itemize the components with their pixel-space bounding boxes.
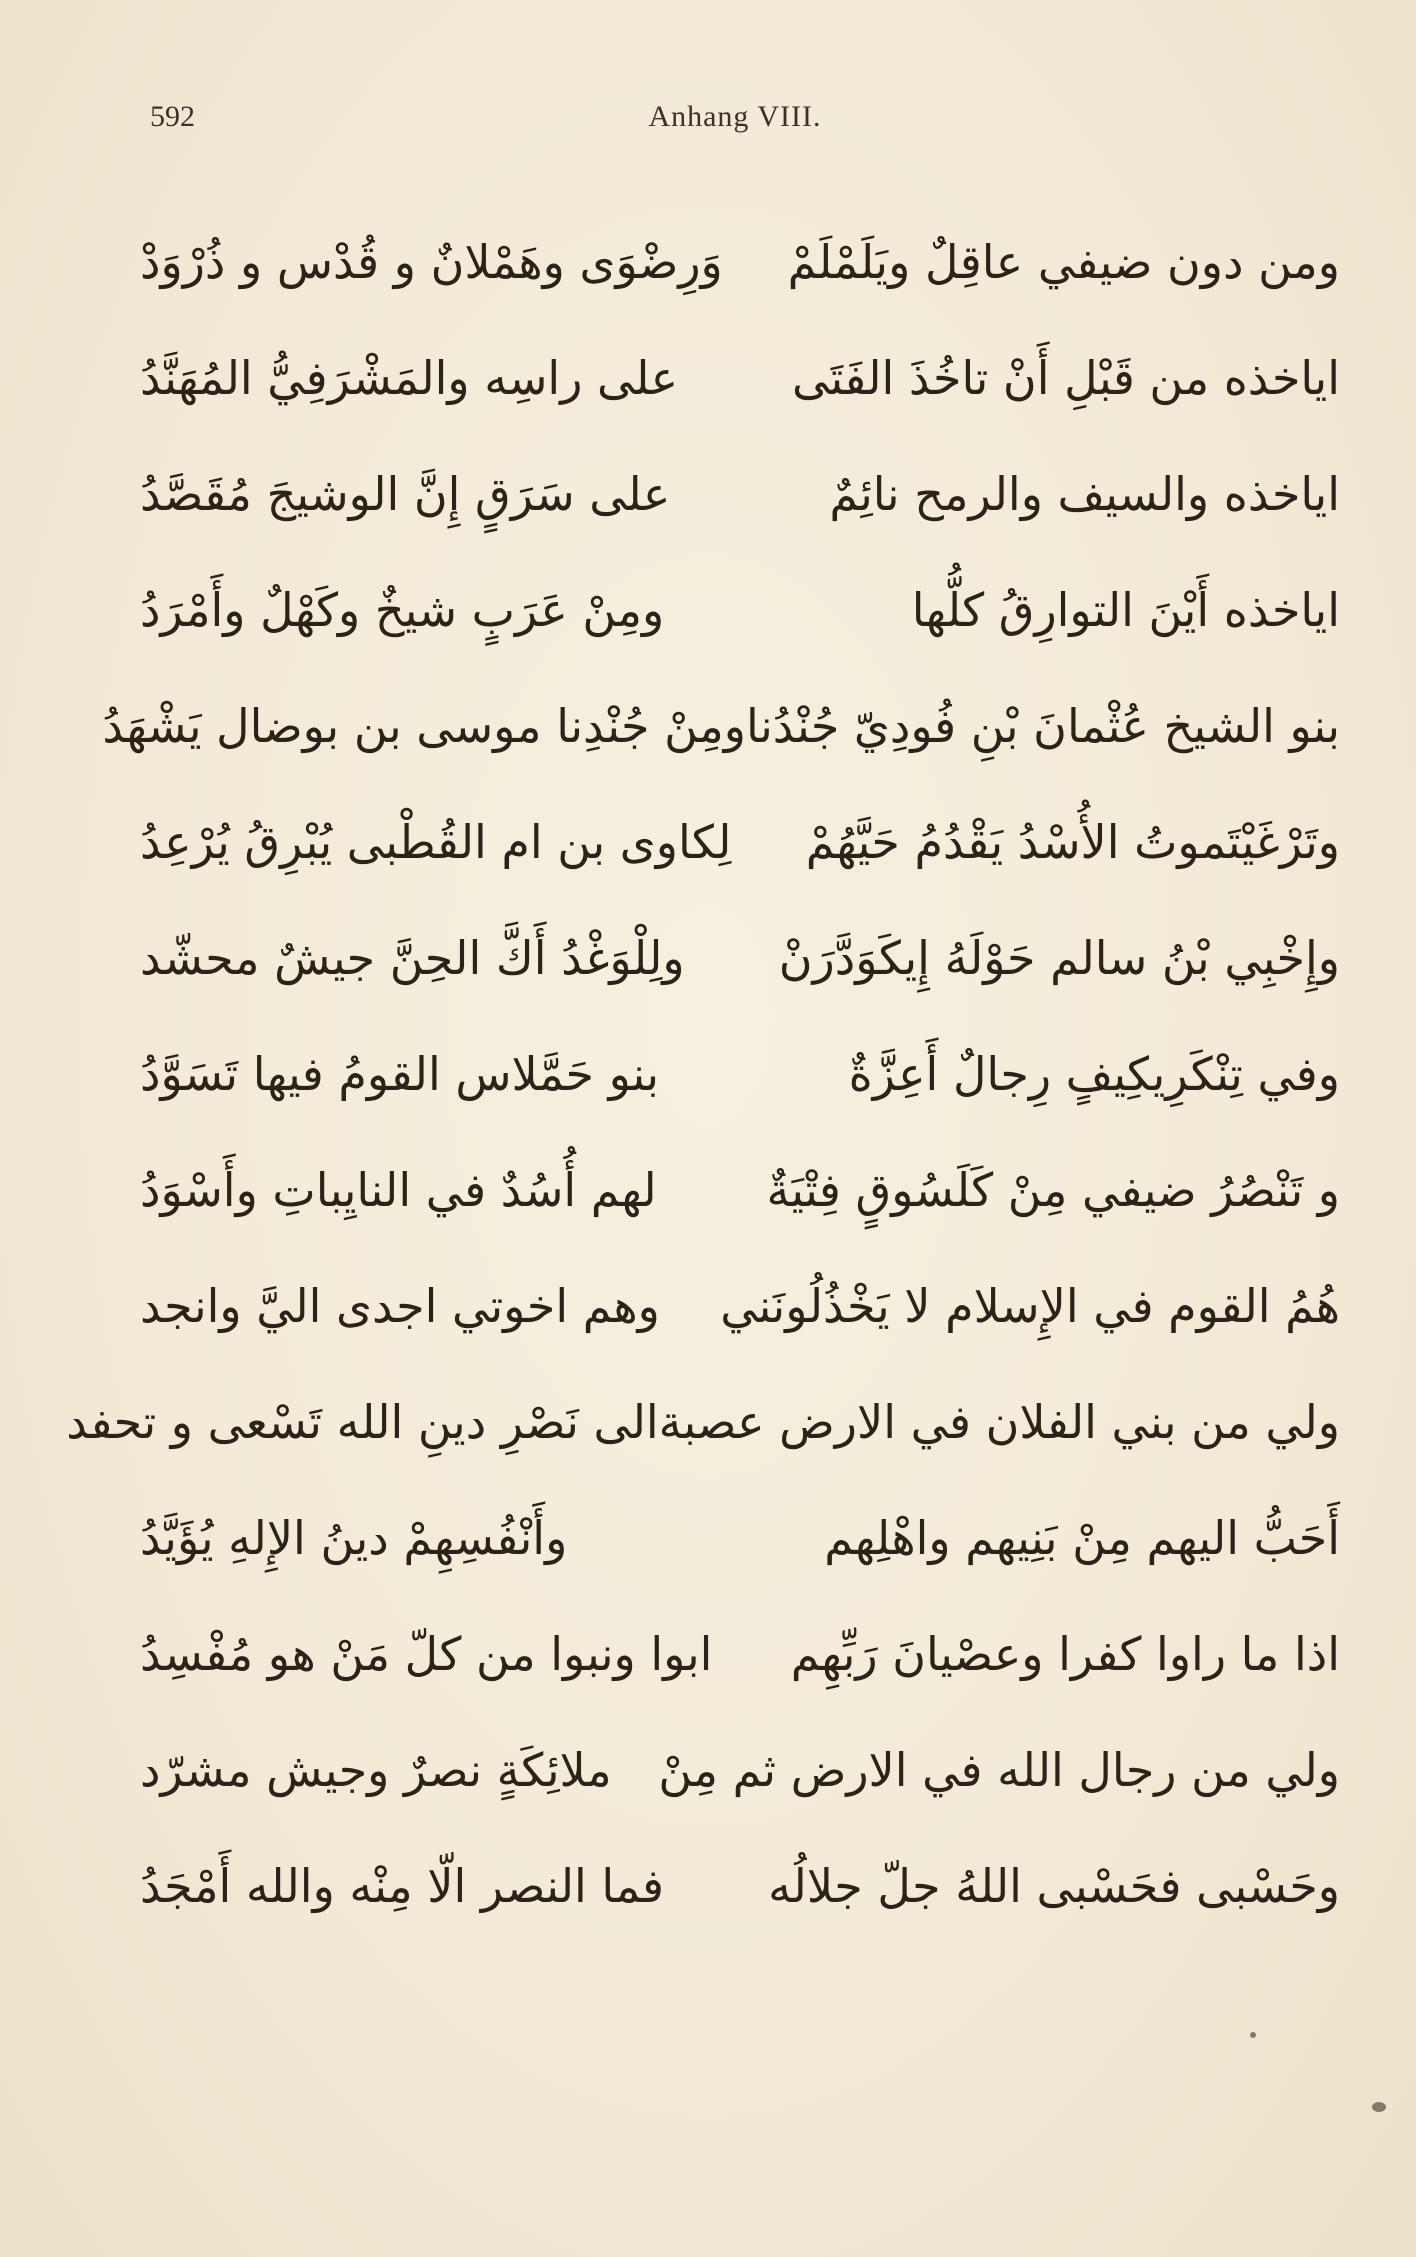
first-hemistich: ولي من رجال الله في الارض ثم مِنْ [658, 1743, 1340, 1798]
page-header [150, 100, 1320, 150]
verse-line [140, 1713, 1340, 1829]
first-hemistich: وتَرْغَيْتَموتُ الأُسْدُ يَقْدُمُ حَيَّهُمْ [805, 815, 1340, 870]
first-hemistich: ومن دون ضيفي عاقِلٌ ويَلَمْلَمْ [787, 235, 1340, 290]
verse-line [140, 321, 1340, 437]
second-hemistich: بنو حَمَّلاس القومُ فيها تَسَوَّدُ [140, 1047, 660, 1102]
verse-line [140, 1829, 1340, 1945]
verse-line [140, 1597, 1340, 1713]
verse-line [140, 785, 1340, 901]
first-hemistich: اذا ما راوا كفرا وعصْيانَ رَبِّهِم [790, 1627, 1340, 1682]
first-hemistich: وفي تِنْكَرِيكِيفٍ رِجالٌ أَعِزَّةٌ [848, 1047, 1340, 1102]
second-hemistich: لِكاوى بن ام القُطْبى يُبْرِقُ يُرْعِدُ [140, 815, 732, 870]
first-hemistich: أَحَبُّ اليهم مِنْ بَنِيهم واهْلِهم [824, 1511, 1340, 1566]
second-hemistich: وَرِضْوَى وهَمْلانٌ و قُدْس و ذُرْوَدْ [140, 235, 723, 290]
first-hemistich: اياخذه أَيْنَ التوارِقُ كلُّها [911, 583, 1340, 638]
second-hemistich: على سَرَقٍ إِنَّ الوشيجَ مُقَصَّدُ [140, 467, 671, 522]
verse-line [140, 1249, 1340, 1365]
verse-line [140, 1017, 1340, 1133]
second-hemistich: ومِنْ عَرَبٍ شيخٌ وكَهْلٌ وأَمْرَدُ [140, 583, 665, 638]
ink-dot-mark [1250, 2032, 1256, 2038]
first-hemistich: اياخذه من قَبْلِ أَنْ تاخُذَ الفَتَى [791, 351, 1340, 406]
second-hemistich: ولِلْوَغْدُ أَكَّ الحِنَّ جيشٌ محشّد [140, 931, 685, 986]
second-hemistich: ومِنْ جُنْدِنا موسى بن بوضال يَشْهَدُ [102, 699, 746, 754]
running-head: Anhang VIII. [648, 100, 822, 133]
poem [66, 205, 1340, 1945]
verse-line [140, 437, 1340, 553]
verse-line [140, 553, 1340, 669]
verse-line [66, 1365, 1340, 1481]
second-hemistich: ابوا ونبوا من كلّ مَنْ هو مُفْسِدُ [140, 1627, 713, 1682]
ink-blot-mark [1372, 2102, 1386, 2112]
page-number: 592 [150, 100, 195, 133]
first-hemistich: ولي من بني الفلان في الارض عصبة [658, 1395, 1340, 1450]
second-hemistich: الى نَصْرِ دينِ الله تَسْعى و تحفد [66, 1395, 659, 1450]
second-hemistich: فما النصر الّا مِنْه والله أَمْجَدُ [140, 1859, 665, 1914]
first-hemistich: اياخذه والسيف والرمح نائِمٌ [829, 467, 1340, 522]
first-hemistich: وحَسْبى فحَسْبى اللهُ جلّ جلالُه [768, 1859, 1340, 1914]
first-hemistich: و تَنْصُرُ ضيفي مِنْ كَلَسُوقٍ فِتْيَةٌ [766, 1163, 1340, 1218]
first-hemistich: وإِخْبِي بْنُ سالم حَوْلَهُ إِيكَوَدَّرَنْ [778, 931, 1340, 986]
verse-line [140, 1133, 1340, 1249]
second-hemistich: على راسِه والمَشْرَفِيُّ المُهَنَّدُ [140, 351, 679, 406]
second-hemistich: لهم أُسُدٌ في النايِباتِ وأَسْوَدُ [140, 1163, 657, 1218]
second-hemistich: وهم اخوتي اجدى اليَّ وانجد [140, 1279, 660, 1334]
first-hemistich: بنو الشيخ عُثْمانَ بْنِ فُودِيّ جُنْدُنا [745, 699, 1340, 754]
verse-line [140, 205, 1340, 321]
verse-line [102, 669, 1340, 785]
first-hemistich: هُمُ القوم في الإِسلام لا يَخْذُلُونَني [720, 1279, 1340, 1334]
second-hemistich: ملائِكَةٍ نصرٌ وجيش مشرّد [140, 1743, 612, 1798]
verse-line [140, 1481, 1340, 1597]
second-hemistich: وأَنْفُسِهِمْ دينُ الإِلهِ يُؤَيَّدُ [140, 1511, 568, 1566]
verse-line [140, 901, 1340, 1017]
